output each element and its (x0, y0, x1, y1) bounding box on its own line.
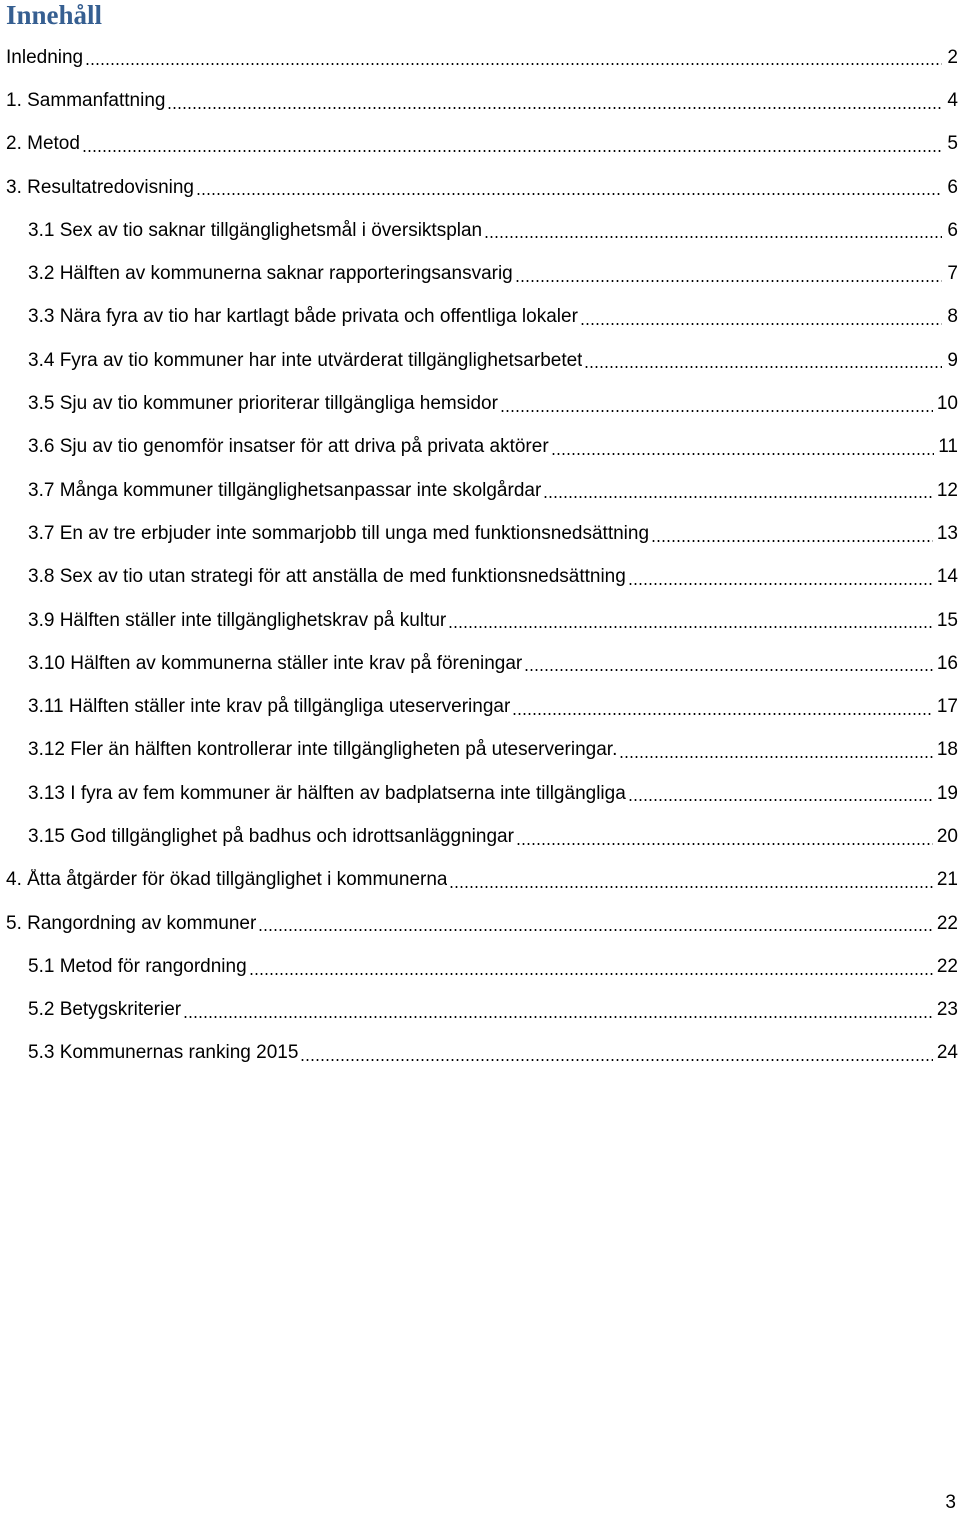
toc-entry-page: 2 (947, 46, 958, 68)
toc-entry[interactable] (0, 599, 960, 642)
dot-leader (584, 350, 942, 369)
toc-entry[interactable] (0, 209, 960, 252)
toc-entry-page: 6 (947, 219, 958, 241)
dot-leader (300, 1043, 932, 1062)
dot-leader (249, 957, 933, 976)
toc-entry[interactable] (0, 989, 960, 1032)
toc-entry[interactable] (0, 166, 960, 209)
toc-entry-label: 3.10 Hälften av kommunerna ställer inte krav på föreningar (28, 652, 523, 674)
toc-entry-page: 10 (936, 393, 958, 415)
toc-entry[interactable] (0, 685, 960, 728)
toc-entry[interactable] (0, 469, 960, 512)
toc-entry-label: 3.7 En av tre erbjuder inte sommarjobb till unga med funktionsnedsättning (28, 522, 650, 544)
toc-entry[interactable] (0, 945, 960, 988)
toc-entry-label: 3.9 Hälften ställer inte tillgänglighetskrav på kultur (28, 609, 447, 631)
toc-entry[interactable] (0, 642, 960, 685)
toc-entry-label: 3.6 Sju av tio genomför insatser för att driva på privata aktörer (28, 436, 549, 458)
dot-leader (196, 177, 942, 196)
toc-entry[interactable] (0, 1032, 960, 1075)
toc-entry-label: 4. Åtta åtgärder för ökad tillgänglighet i kommunerna (6, 869, 448, 891)
table-of-contents (0, 36, 960, 1075)
toc-entry[interactable] (0, 382, 960, 425)
toc-entry-label: 5.1 Metod för rangordning (28, 955, 247, 977)
toc-entry-label: Inledning (6, 46, 84, 68)
toc-entry-label: 3.2 Hälften av kommunerna saknar rapporteringsansvarig (28, 263, 513, 285)
toc-entry-label: 3.13 I fyra av fem kommuner är hälften av badplatserna inte tillgängliga (28, 782, 626, 804)
toc-entry-label: 1. Sammanfattning (6, 89, 166, 111)
dot-leader (551, 437, 935, 456)
toc-entry-label: 3.4 Fyra av tio kommuner har inte utvärderat tillgänglighetsarbetet (28, 349, 583, 371)
toc-entry[interactable] (0, 859, 960, 902)
toc-entry[interactable] (0, 36, 960, 79)
toc-entry[interactable] (0, 815, 960, 858)
toc-entry-page: 23 (936, 999, 958, 1021)
toc-entry-page: 17 (936, 696, 958, 718)
dot-leader (543, 480, 933, 499)
toc-entry-page: 6 (947, 176, 958, 198)
toc-entry-label: 2. Metod (6, 133, 80, 155)
toc-entry-label: 5.3 Kommunernas ranking 2015 (28, 1042, 299, 1064)
toc-entry[interactable] (0, 902, 960, 945)
toc-entry-page: 21 (936, 869, 958, 891)
dot-leader (524, 653, 933, 672)
dot-leader (449, 870, 932, 889)
dot-leader (512, 697, 933, 716)
dot-leader (628, 783, 933, 802)
toc-entry-page: 4 (947, 89, 958, 111)
toc-entry[interactable] (0, 79, 960, 122)
dot-leader (167, 91, 942, 110)
toc-entry[interactable] (0, 123, 960, 166)
toc-entry[interactable] (0, 729, 960, 772)
toc-entry-label: 3. Resultatredovisning (6, 176, 194, 198)
toc-entry-page: 18 (936, 739, 958, 761)
dot-leader (515, 264, 942, 283)
toc-entry-page: 22 (936, 912, 958, 934)
toc-entry-page: 16 (936, 652, 958, 674)
toc-entry-label: 3.5 Sju av tio kommuner prioriterar tillgängliga hemsidor (28, 393, 498, 415)
dot-leader (651, 524, 933, 543)
toc-entry-page: 5 (947, 133, 958, 155)
page-number: 3 (945, 1492, 956, 1513)
toc-entry-page: 20 (936, 825, 958, 847)
toc-entry-label: 3.8 Sex av tio utan strategi för att anställa de med funktionsnedsättning (28, 566, 626, 588)
toc-entry-page: 19 (936, 782, 958, 804)
toc-entry[interactable] (0, 556, 960, 599)
toc-entry-page: 22 (936, 955, 958, 977)
toc-entry-page: 7 (947, 263, 958, 285)
dot-leader (619, 740, 932, 759)
dot-leader (484, 220, 942, 239)
toc-entry-page: 14 (936, 566, 958, 588)
toc-entry-label: 5.2 Betygskriterier (28, 999, 182, 1021)
dot-leader (448, 610, 933, 629)
toc-entry[interactable] (0, 296, 960, 339)
toc-entry-page: 13 (936, 522, 958, 544)
toc-entry[interactable] (0, 426, 960, 469)
dot-leader (580, 307, 942, 326)
dot-leader (258, 913, 933, 932)
toc-entry-label: 3.7 Många kommuner tillgänglighetsanpassar inte skolgårdar (28, 479, 542, 501)
dot-leader (516, 827, 933, 846)
toc-entry-page: 8 (947, 306, 958, 328)
toc-entry-label: 3.1 Sex av tio saknar tillgänglighetsmål i översiktsplan (28, 219, 483, 241)
dot-leader (500, 394, 933, 413)
dot-leader (628, 567, 933, 586)
toc-entry-page: 24 (936, 1042, 958, 1064)
dot-leader (183, 1000, 933, 1019)
toc-entry-page: 9 (947, 349, 958, 371)
toc-entry-page: 12 (936, 479, 958, 501)
toc-entry-label: 3.15 God tillgänglighet på badhus och idrottsanläggningar (28, 825, 514, 847)
toc-entry[interactable] (0, 512, 960, 555)
toc-entry-label: 3.3 Nära fyra av tio har kartlagt både privata och offentliga lokaler (28, 306, 578, 328)
dot-leader (85, 47, 942, 66)
toc-entry[interactable] (0, 772, 960, 815)
toc-entry-label: 5. Rangordning av kommuner (6, 912, 257, 934)
toc-entry-page: 11 (938, 436, 958, 458)
toc-entry-label: 3.12 Fler än hälften kontrollerar inte tillgängligheten på uteserveringar. (28, 739, 618, 761)
page-title: Innehåll (6, 0, 103, 30)
toc-entry[interactable] (0, 339, 960, 382)
dot-leader (82, 134, 942, 153)
toc-entry-label: 3.11 Hälften ställer inte krav på tillgängliga uteserveringar (28, 696, 511, 718)
toc-entry[interactable] (0, 252, 960, 295)
toc-entry-page: 15 (936, 609, 958, 631)
